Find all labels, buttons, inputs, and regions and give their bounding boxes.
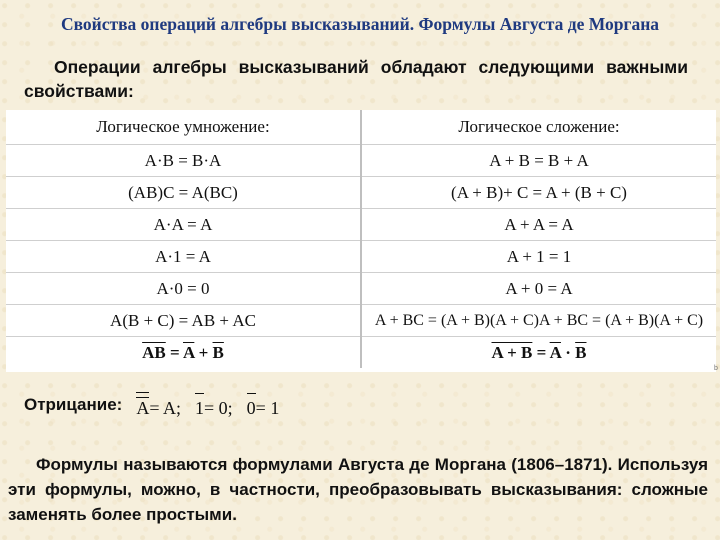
distributive-add-cell: A + BC = (A + B)(A + C)A + BC = (A + B)(A + C) (361, 305, 716, 337)
table-row (6, 177, 716, 209)
associative-mult-cell: (AB)C = A(BC) (6, 177, 361, 209)
de-morgan-add-dot: · (560, 342, 576, 362)
de-morgan-add-a: $\overline{A}$ (549, 342, 561, 362)
intro-text (24, 55, 688, 103)
negation-label: Отрицание: (24, 395, 123, 414)
associative-add-cell: (A + B)+ C = A + (B + C) (361, 177, 716, 209)
double-negation-rest: = A; (149, 397, 182, 418)
not-zero-rest: = 1 (255, 397, 280, 418)
not-zero-var: 0 (247, 392, 256, 419)
zero-mult-cell: A·0 = 0 (6, 273, 361, 305)
table-row (6, 209, 716, 241)
de-morgan-add-left: A + B (491, 342, 533, 362)
closing-text-content: Формулы называются формулами Августа де Моргана (1806–1871). Используя эти формулы, можно, в частности, преобразовывать высказывания: сложные заменять более простыми. (8, 455, 708, 524)
not-one-var: 1 (195, 392, 204, 419)
de-morgan-mult-a: $\overline{A}$ (183, 342, 195, 362)
identity-add-cell: A + 0 = A (361, 273, 716, 305)
closing-text (8, 452, 708, 527)
de-morgan-add-cell (361, 337, 716, 369)
commutative-mult-cell: A·B = B·A (6, 145, 361, 177)
domination-add-cell: A + 1 = 1 (361, 241, 716, 273)
commutative-add-cell: A + B = B + A (361, 145, 716, 177)
de-morgan-mult-equals: = (165, 342, 183, 362)
de-morgan-add-b: $\overline{B}$ (575, 342, 587, 362)
not-one-formula (195, 392, 233, 419)
header-logical-multiplication: Логическое умножение: (6, 110, 361, 145)
distributive-mult-cell: A(B + C) = AB + AC (6, 305, 361, 337)
not-one-rest: = 0; (204, 397, 233, 418)
de-morgan-mult-b: $\overline{B}$ (212, 342, 224, 362)
double-negation-var: A (136, 392, 149, 419)
table-row (6, 273, 716, 305)
table-row (6, 337, 716, 369)
double-negation-formula (136, 392, 181, 419)
negation-line (24, 385, 279, 425)
idempotent-mult-cell: A·A = A (6, 209, 361, 241)
not-zero-formula (247, 392, 280, 419)
de-morgan-mult-left: $\overline{AB}$ (142, 342, 166, 362)
idempotent-add-cell: A + A = A (361, 209, 716, 241)
de-morgan-mult-cell (6, 337, 361, 369)
header-logical-addition: Логическое сложение: (361, 110, 716, 145)
table-row (6, 241, 716, 273)
table-header-row (6, 110, 716, 145)
de-morgan-mult-plus: + (194, 342, 213, 362)
properties-table (6, 110, 716, 368)
table-row (6, 145, 716, 177)
de-morgan-add-equals: = (532, 342, 550, 362)
side-mark: b (714, 365, 718, 372)
intro-text-content: Операции алгебры высказываний обладают следующими важными свойствами: (24, 57, 688, 101)
identity-mult-cell: A·1 = A (6, 241, 361, 273)
properties-table-container (6, 110, 716, 372)
table-row (6, 305, 716, 337)
slide-title: Свойства операций алгебры высказываний. Формулы Августа де Моргана (60, 14, 660, 34)
